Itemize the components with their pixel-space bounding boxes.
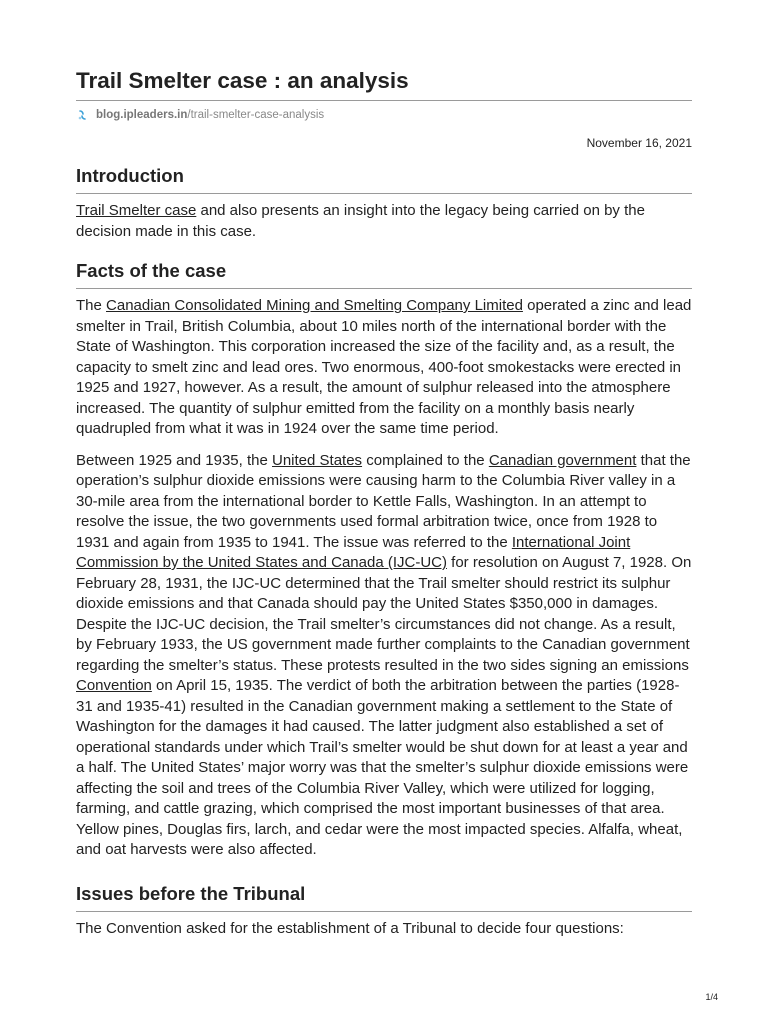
link-icon xyxy=(76,108,90,122)
publish-date: November 16, 2021 xyxy=(586,136,692,150)
section-heading-introduction: Introduction xyxy=(76,164,692,194)
link-trail-smelter-case[interactable]: Trail Smelter case xyxy=(76,202,197,219)
facts-paragraph-2: Between 1925 and 1935, the United States complained to the Canadian government that the operation’s sulphur dioxide emissions were causing harm to the Columbia River valley in a 30-mile area from the international border to Kettle Falls, Washington. In an attempt to resolve the issue, the two governments used formal arbitration twice, once from 1928 to 1931 and again from 1935 to 1941. The issue was referred to the International Joint Commission by the United States and Canada (IJC-UC) for resolution on August 7, 1928. On February 28, 1931, the IJC-UC determined that the Trail smelter should restrict its sulphur dioxide emissions and that Canada should pay the United States $350,000 in damages. Despite the IJC-UC decision, the Trail smelter’s circumstances did not change. As a result, by February 1933, the US government made further complaints to the Canadian government regarding the smelter’s status. These protests resulted in the two sides signing an emissions Convention on April 15, 1935. The verdict of both the arbitration between the parties (1928-31 and 1935-41) resulted in the Canadian government making a settlement to the State of Washington for the damages it had caused. The latter judgment also established a set of operational standards under which Trail’s smelter would be shut down for at least a year and a half. The United States’ major worry was that the smelter’s sulphur dioxide emissions were affecting the soil and trees of the Columbia River Valley, which were utilized for logging, farming, and cattle grazing, which comprised the most important businesses of that area. Yellow pines, Douglas firs, larch, and cedar were the most impacted species. Alfalfa, wheat, and oat harvests were also affected. xyxy=(76,451,692,858)
document-page xyxy=(76,66,692,939)
link-canadian-consolidated-mining[interactable]: Canadian Consolidated Mining and Smelting Company Limited xyxy=(106,297,523,314)
link-united-states[interactable]: United States xyxy=(272,451,363,469)
source-domain: blog.ipleaders.in xyxy=(96,109,188,121)
source-path: /trail-smelter-case-analysis xyxy=(187,109,325,121)
issues-paragraph: The Convention asked for the establishment of a Tribunal to decide four questions: xyxy=(76,919,624,937)
page-number: 1/4 xyxy=(705,992,718,1002)
facts-paragraph-1: The Canadian Consolidated Mining and Smelting Company Limited operated a zinc and lead smelter in Trail, British Columbia, about 10 miles north of the international border with the State of Washington. This corporation increased the size of the facility and, as a result, the capacity to smelt zinc and lead ores. Two enormous, 400-foot smokestacks were erected in 1925 and 1927, however. As a result, the amount of sulphur released into the atmosphere increased. The quantity of sulphur emitted from the facility on a monthly basis nearly quadrupled from what it was in 1924 over the same time period. xyxy=(76,297,692,437)
section-heading-facts: Facts of the case xyxy=(76,259,692,289)
intro-paragraph: Trail Smelter case and also presents an insight into the legacy being carried on by the decision made in this case. xyxy=(76,202,645,240)
article-title: Trail Smelter case : an analysis xyxy=(76,66,692,101)
link-ijc-uc[interactable]: International Joint Commission by the United States and Canada (IJC-UC) xyxy=(76,533,631,571)
link-canadian-government[interactable]: Canadian government xyxy=(488,451,637,469)
link-convention[interactable]: Convention xyxy=(76,677,152,694)
source-url[interactable] xyxy=(76,107,692,123)
section-heading-issues: Issues before the Tribunal xyxy=(76,882,692,912)
